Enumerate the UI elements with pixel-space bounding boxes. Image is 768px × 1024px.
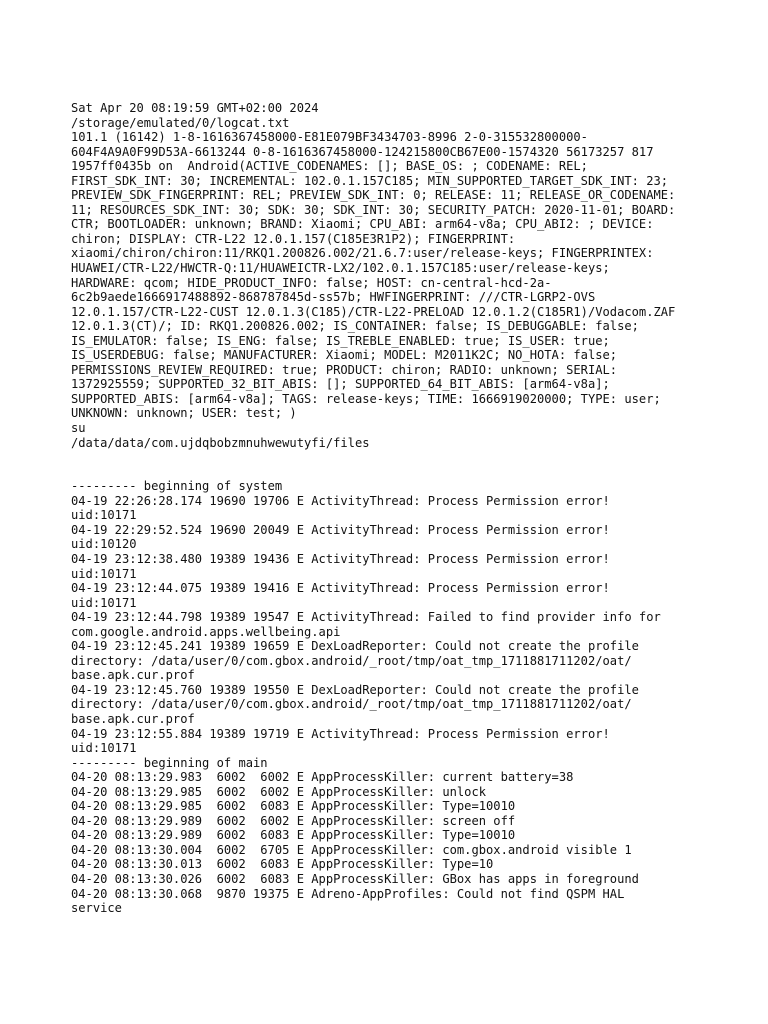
log-line: 04-19 22:29:52.524 19690 20049 E ActivityThread: Process Permission error!: [71, 522, 610, 537]
build-info-line: IS_USERDEBUG: false; MANUFACTURER: Xiaomi; MODEL: M2011K2C; NO_HOTA: false;: [71, 348, 618, 363]
build-info-line: chiron; DISPLAY: CTR-L22 12.0.1.157(C185E3R1P2); FINGERPRINT:: [71, 231, 516, 246]
build-info-line: PERMISSIONS_REVIEW_REQUIRED: true; PRODUCT: chiron; RADIO: unknown; SERIAL:: [71, 362, 618, 377]
log-line: 04-19 22:26:28.174 19690 19706 E ActivityThread: Process Permission error!: [71, 493, 610, 508]
su-line: su: [71, 421, 86, 436]
log-line: 04-19 23:12:44.075 19389 19416 E ActivityThread: Process Permission error!: [71, 581, 610, 596]
log-line: base.apk.cur.prof: [71, 668, 195, 683]
log-line: uid:10120: [71, 537, 137, 552]
log-line: 04-19 23:12:55.884 19389 19719 E ActivityThread: Process Permission error!: [71, 726, 610, 741]
log-line: directory: /data/user/0/com.gbox.android/_root/tmp/oat_tmp_1711881711202/oat/: [71, 697, 632, 712]
files-path-line: /data/data/com.ujdqbobzmnuhwewutyfi/files: [71, 435, 370, 450]
build-info-line: 1372925559; SUPPORTED_32_BIT_ABIS: []; SUPPORTED_64_BIT_ABIS: [arm64-v8a];: [71, 377, 610, 392]
build-info-line: 604F4A9A0F99D53A-6613244 0-8-1616367458000-124215800CB67E00-1574320 56173257 817: [71, 144, 654, 159]
build-info-line: UNKNOWN: unknown; USER: test; ): [71, 406, 297, 421]
document-page: [71, 101, 761, 916]
build-info-line: CTR; BOOTLOADER: unknown; BRAND: Xiaomi; CPU_ABI: arm64-v8a; CPU_ABI2: ; DEVICE:: [71, 217, 654, 232]
build-info-line: HARDWARE: qcom; HIDE_PRODUCT_INFO: false; HOST: cn-central-hcd-2a-: [71, 275, 552, 290]
build-info-line: 6c2b9aede1666917488892-868787845d-ss57b; HWFINGERPRINT: ///CTR-LGRP2-OVS: [71, 290, 596, 305]
system-log-block: [71, 479, 761, 755]
build-info-line: xiaomi/chiron/chiron:11/RKQ1.200826.002/21.6.7:user/release-keys; FINGERPRINTEX:: [71, 246, 654, 261]
build-info-line: PREVIEW_SDK_FINGERPRINT: REL; PREVIEW_SDK_INT: 0; RELEASE: 11; RELEASE_OR_CODENAME:: [71, 188, 676, 203]
build-info-line: IS_EMULATOR: false; IS_ENG: false; IS_TREBLE_ENABLED: true; IS_USER: true;: [71, 333, 610, 348]
log-line: 04-20 08:13:29.989 6002 6002 E AppProcessKiller: screen off: [71, 813, 516, 828]
blank-line: [71, 450, 761, 465]
log-line: service: [71, 901, 122, 916]
log-line: 04-20 08:13:29.983 6002 6002 E AppProcessKiller: current battery=38: [71, 770, 574, 785]
log-line: 04-19 23:12:45.760 19389 19550 E DexLoadReporter: Could not create the profile: [71, 682, 639, 697]
build-info-line: FIRST_SDK_INT: 30; INCREMENTAL: 102.0.1.157C185; MIN_SUPPORTED_TARGET_SDK_INT: 23;: [71, 173, 669, 188]
blank-line: [71, 465, 761, 480]
build-info-line: SUPPORTED_ABIS: [arm64-v8a]; TAGS: release-keys; TIME: 1666919020000; TYPE: user;: [71, 391, 661, 406]
log-line: 04-19 23:12:38.480 19389 19436 E ActivityThread: Process Permission error!: [71, 551, 610, 566]
log-line: 04-20 08:13:29.989 6002 6083 E AppProcessKiller: Type=10010: [71, 828, 516, 843]
log-line: uid:10171: [71, 741, 137, 756]
log-line: directory: /data/user/0/com.gbox.android/_root/tmp/oat_tmp_1711881711202/oat/: [71, 653, 632, 668]
log-line: 04-20 08:13:30.004 6002 6705 E AppProcessKiller: com.gbox.android visible 1: [71, 842, 632, 857]
log-line: 04-20 08:13:30.026 6002 6083 E AppProcessKiller: GBox has apps in foreground: [71, 871, 639, 886]
log-section-header: --------- beginning of system: [71, 479, 283, 494]
build-info-line: 1957ff0435b on Android(ACTIVE_CODENAMES: []; BASE_OS: ; CODENAME: REL;: [71, 159, 588, 174]
log-line: 04-19 23:12:44.798 19389 19547 E ActivityThread: Failed to find provider info for: [71, 610, 661, 625]
build-info-line: 12.0.1.3(CT)/; ID: RKQ1.200826.002; IS_CONTAINER: false; IS_DEBUGGABLE: false;: [71, 319, 639, 334]
main-log-block: [71, 756, 761, 916]
log-line: uid:10171: [71, 508, 137, 523]
log-line: 04-20 08:13:29.985 6002 6002 E AppProcessKiller: unlock: [71, 784, 487, 799]
log-line: 04-20 08:13:30.013 6002 6083 E AppProcessKiller: Type=10: [71, 857, 494, 872]
build-info-line: 12.0.1.157/CTR-L22-CUST 12.0.1.3(C185)/CTR-L22-PRELOAD 12.0.1.2(C185R1)/Vodacom.ZAF: [71, 304, 676, 319]
build-info-line: 101.1 (16142) 1-8-1616367458000-E81E079BF3434703-8996 2-0-315532800000-: [71, 130, 588, 145]
timestamp-line: Sat Apr 20 08:19:59 GMT+02:00 2024: [71, 101, 319, 115]
log-line: com.google.android.apps.wellbeing.api: [71, 624, 341, 639]
file-path-line: /storage/emulated/0/logcat.txt: [71, 115, 290, 130]
log-line: uid:10171: [71, 566, 137, 581]
log-section-header: --------- beginning of main: [71, 755, 268, 770]
log-line: 04-19 23:12:45.241 19389 19659 E DexLoadReporter: Could not create the profile: [71, 639, 639, 654]
build-info-line: HUAWEI/CTR-L22/HWCTR-Q:11/HUAWEICTR-LX2/102.0.1.157C185:user/release-keys;: [71, 261, 610, 276]
log-line: base.apk.cur.prof: [71, 711, 195, 726]
log-line: 04-20 08:13:29.985 6002 6083 E AppProcessKiller: Type=10010: [71, 799, 516, 814]
device-info-block: [71, 101, 761, 450]
log-line: 04-20 08:13:30.068 9870 19375 E Adreno-AppProfiles: Could not find QSPM HAL: [71, 886, 625, 901]
build-info-line: 11; RESOURCES_SDK_INT: 30; SDK: 30; SDK_INT: 30; SECURITY_PATCH: 2020-11-01; BOARD:: [71, 202, 676, 217]
log-line: uid:10171: [71, 595, 137, 610]
